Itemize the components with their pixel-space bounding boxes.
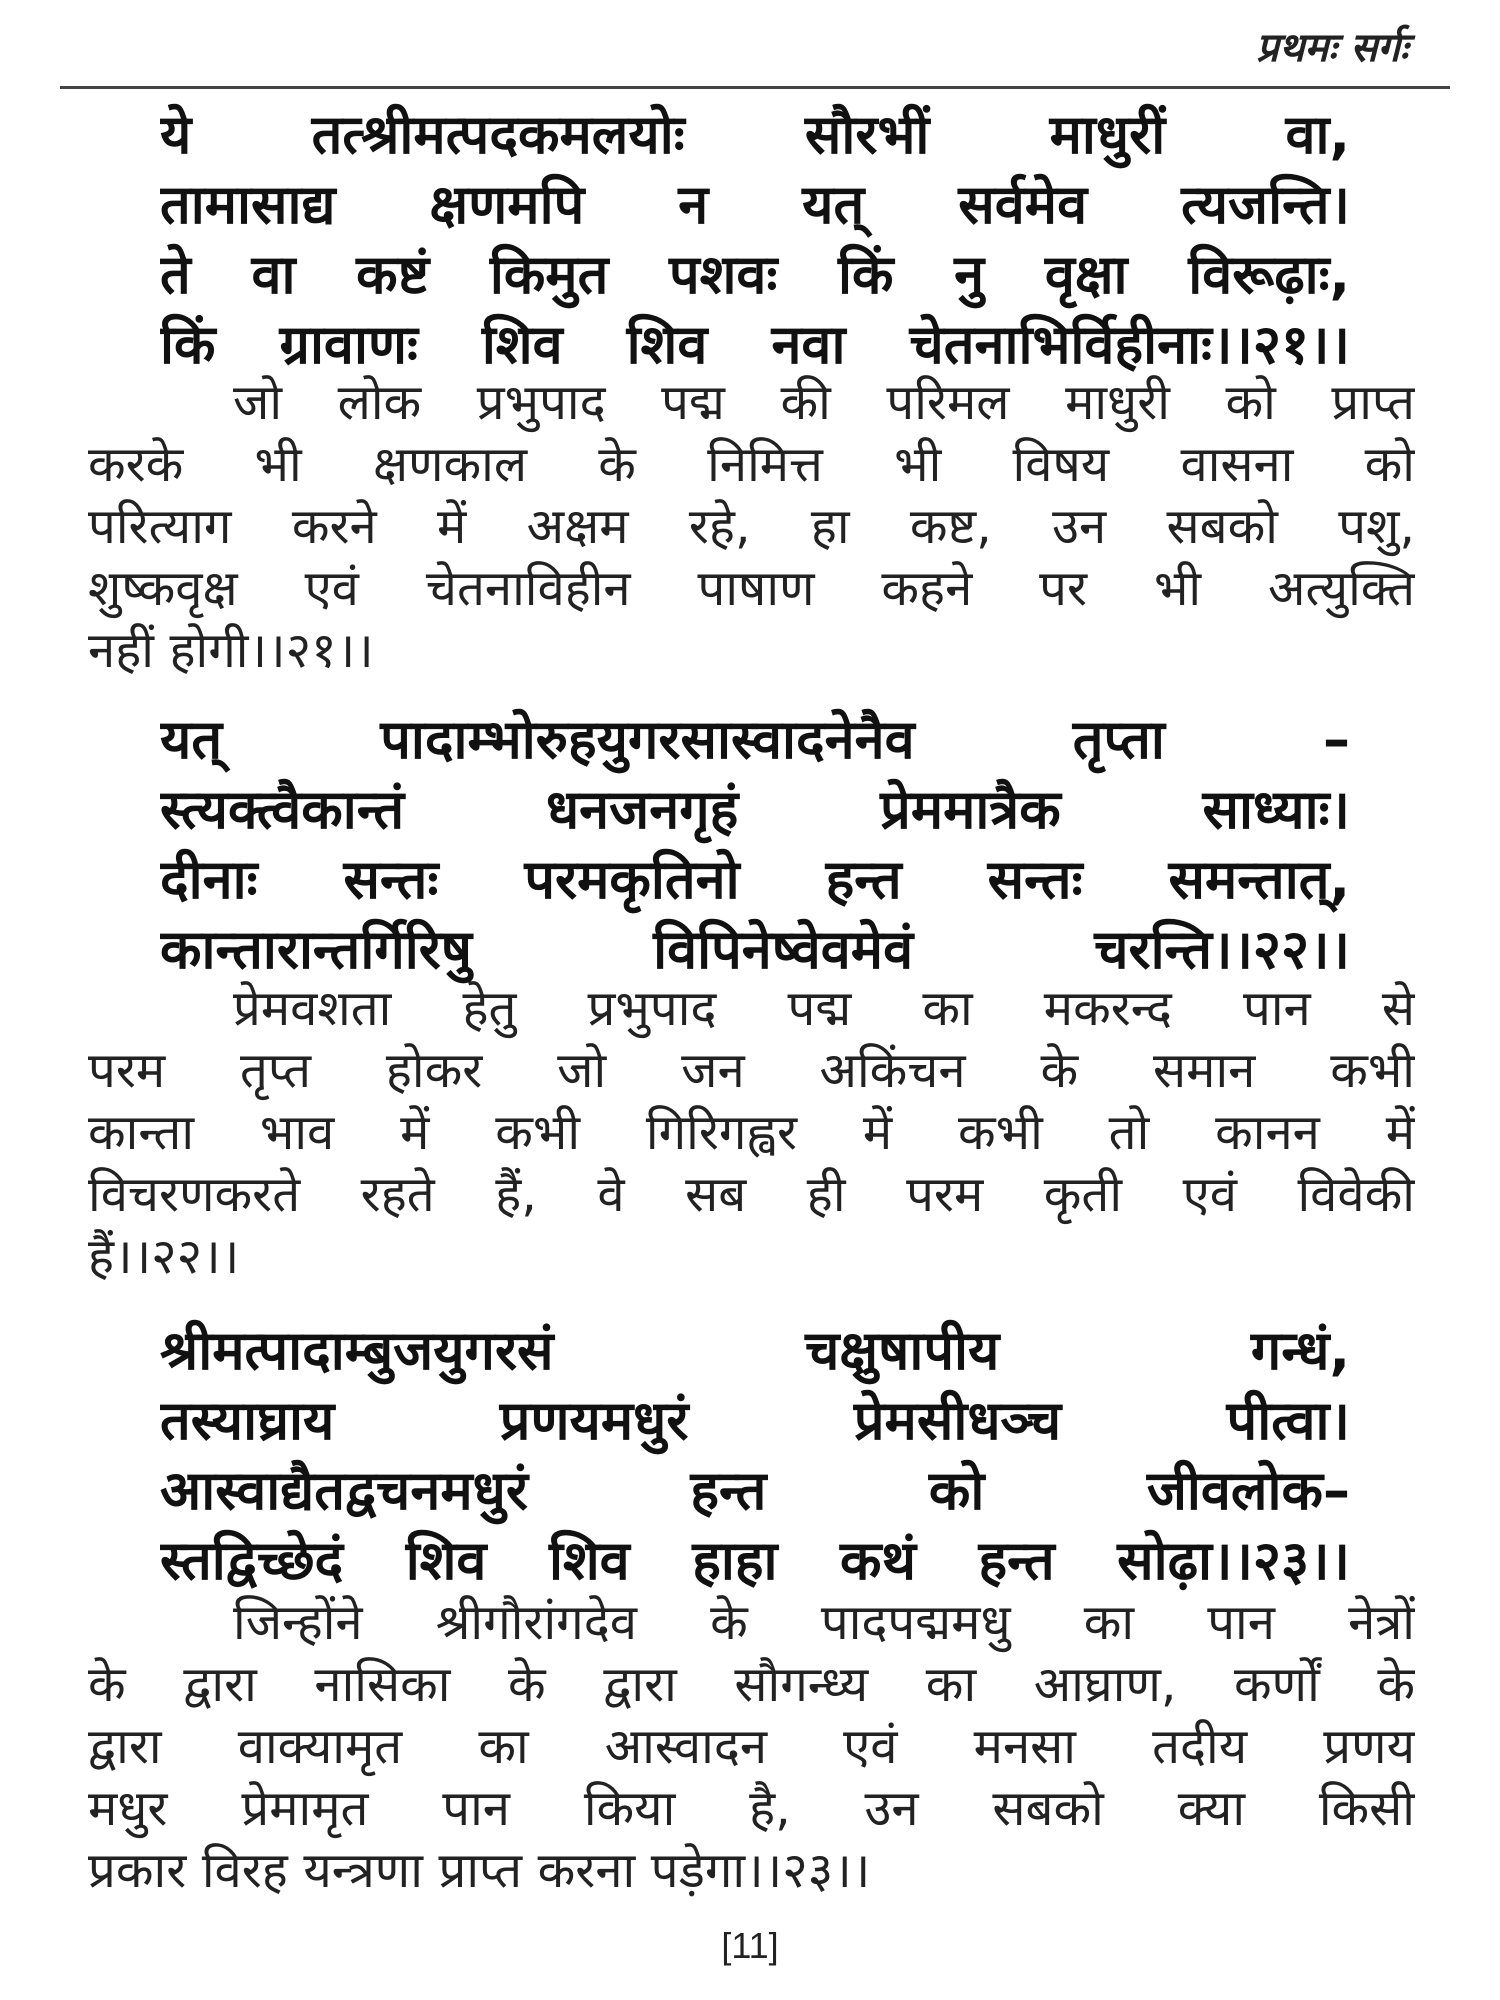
translation-line: प्रकार विरह यन्त्रणा प्राप्त करना पड़ेगा।।२३।। — [88, 1842, 871, 1899]
verse-line: श्रीमत्पादाम्बुजयुगरसं चक्षुषापीय गन्धं, — [160, 1319, 1350, 1382]
translation-line: कान्ता भाव में कभी गिरिगह्वर में कभी तो कानन में — [88, 1104, 1415, 1161]
verse-line: यत् पादाम्भोरुहयुगरसास्वादनेनैव तृप्ता – — [160, 708, 1350, 771]
translation-line: परम तृप्त होकर जो जन अकिंचन के समान कभी — [88, 1042, 1415, 1099]
translation-line: विचरणकरते रहते हैं, वे सब ही परम कृती एवं विवेकी — [88, 1166, 1415, 1223]
verse-22 — [160, 705, 1350, 985]
translation-line: द्वारा वाक्यामृत का आस्वादन एवं मनसा तदीय प्रणय — [88, 1718, 1415, 1775]
verse-line: तामासाद्य क्षणमपि न यत् सर्वमेव त्यजन्ति। — [160, 173, 1350, 236]
verse-line: ये तत्श्रीमत्पदकमलयोः सौरभीं माधुरीं वा, — [160, 103, 1350, 166]
translation-line: प्रेमवशता हेतु प्रभुपाद पद्म का मकरन्द पान से — [233, 980, 1415, 1037]
translation-line: परित्याग करने में अक्षम रहे, हा कष्ट, उन सबको पशु, — [88, 498, 1415, 555]
translation-line: हैं।।२२।। — [88, 1228, 240, 1285]
verse-line: तस्याघ्राय प्रणयमधुरं प्रेमसीधञ्च पीत्वा। — [160, 1389, 1350, 1452]
verse-21 — [160, 100, 1350, 380]
header-rule — [60, 86, 1450, 89]
translation-line: मधुर प्रेमामृत पान किया है, उन सबको क्या किसी — [88, 1780, 1415, 1837]
translation-22 — [88, 978, 1415, 1288]
chapter-header: प्रथमः सर्गः — [1256, 25, 1408, 71]
verse-line: स्त्यक्त्वैकान्तं धनजनगृहं प्रेममात्रैक साध्याः। — [160, 778, 1350, 841]
verse-line: किं ग्रावाणः शिव शिव नवा चेतनाभिर्विहीनाः।।२१।। — [160, 313, 1350, 376]
translation-line: शुष्कवृक्ष एवं चेतनाविहीन पाषाण कहने पर भी अत्युक्ति — [88, 560, 1415, 617]
translation-line: करके भी क्षणकाल के निमित्त भी विषय वासना को — [88, 436, 1415, 493]
verse-line: स्तद्विच्छेदं शिव शिव हाहा कथं हन्त सोढ़ा।।२३।। — [160, 1529, 1350, 1592]
verse-line: दीनाः सन्तः परमकृतिनो हन्त सन्तः समन्तात्, — [160, 848, 1350, 911]
verse-23 — [160, 1316, 1350, 1596]
verse-line: कान्तारान्तर्गिरिषु विपिनेष्वेवमेवं चरन्ति।।२२।। — [160, 918, 1350, 981]
verse-line: आस्वाद्यैतद्वचनमधुरं हन्त को जीवलोक– — [160, 1459, 1350, 1522]
page-number: [11] — [721, 1925, 779, 1966]
translation-23 — [88, 1592, 1415, 1902]
verse-line: ते वा कष्टं किमुत पशवः किं नु वृक्षा विरूढ़ाः, — [160, 243, 1350, 306]
translation-line: नहीं होगी।।२१।। — [88, 622, 374, 679]
translation-21 — [88, 372, 1415, 682]
translation-line: जो लोक प्रभुपाद पद्म की परिमल माधुरी को प्राप्त — [233, 374, 1415, 431]
translation-line: जिन्होंने श्रीगौरांगदेव के पादपद्ममधु का पान नेत्रों — [233, 1594, 1415, 1651]
translation-line: के द्वारा नासिका के द्वारा सौगन्ध्य का आघ्राण, कर्णों के — [88, 1656, 1415, 1713]
